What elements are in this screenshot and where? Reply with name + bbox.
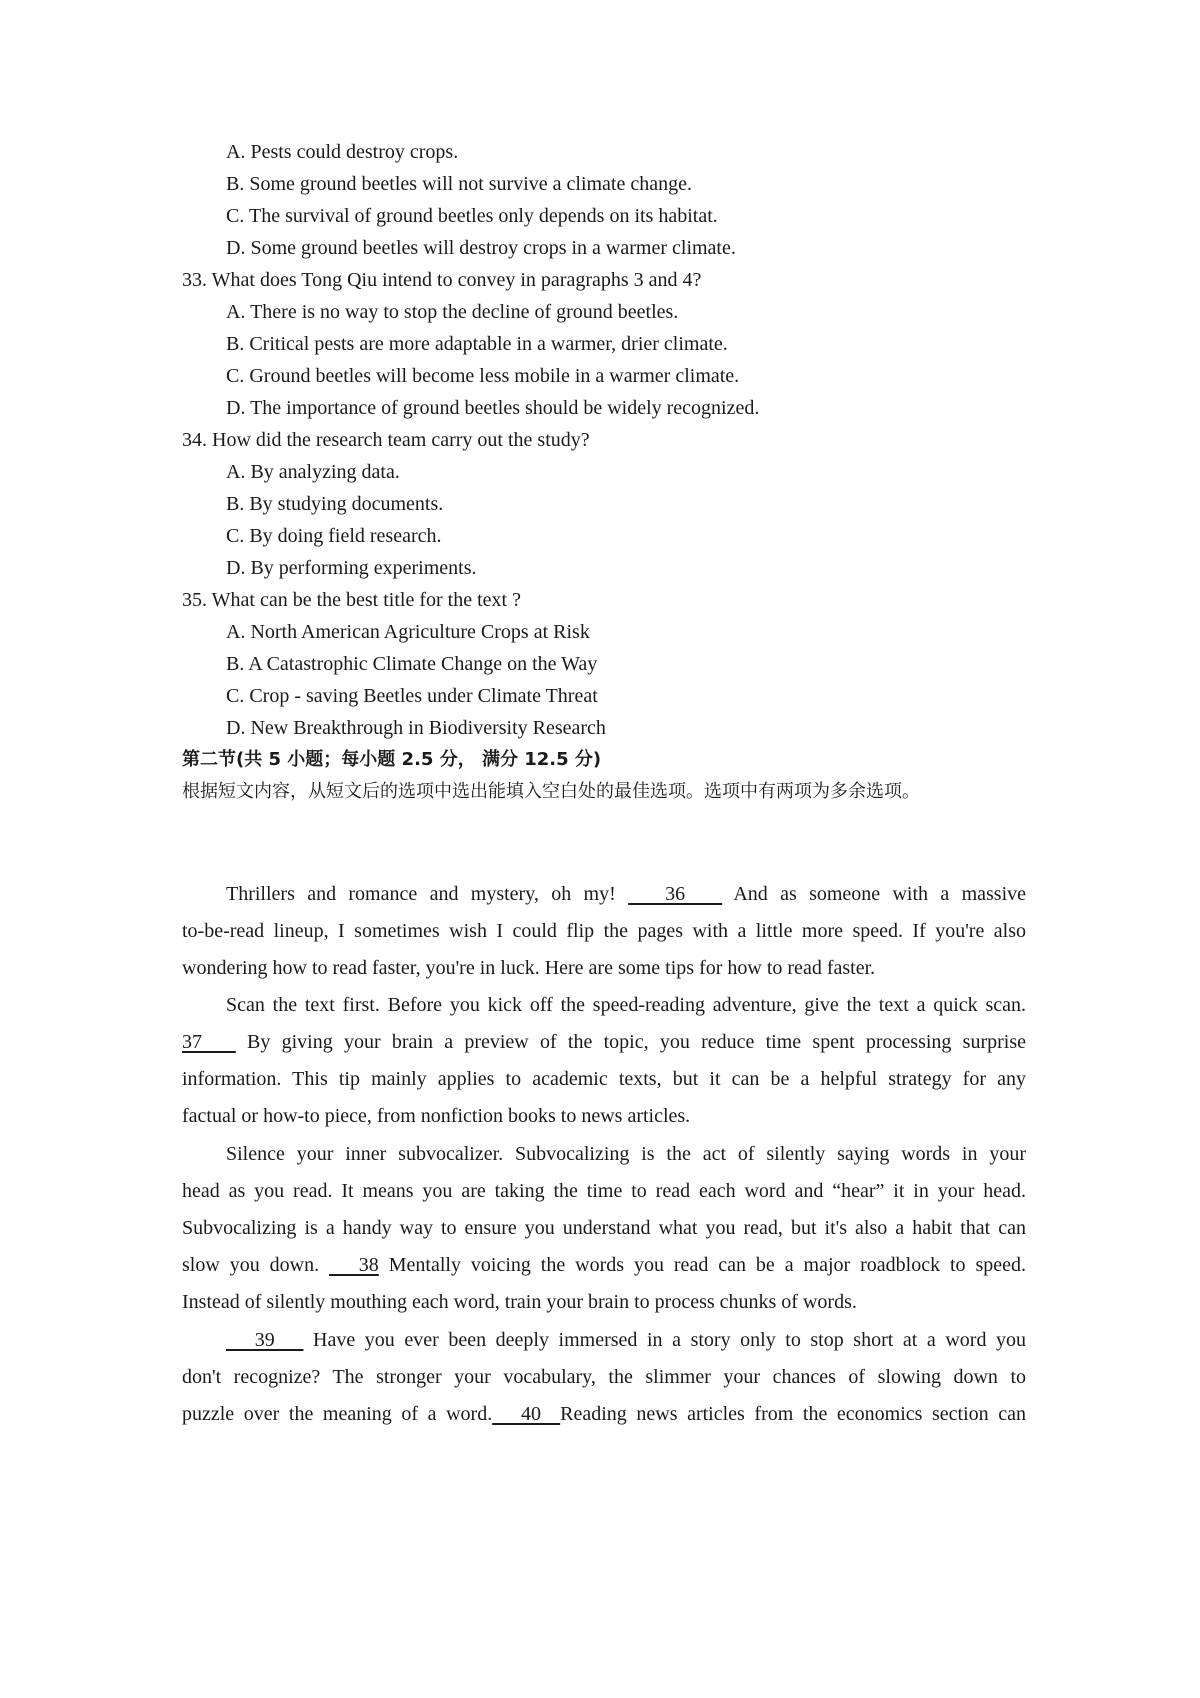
- q34-option-d: D. By performing experiments.: [226, 557, 477, 579]
- q34-option-b: B. By studying documents.: [226, 493, 444, 515]
- passage-p2-line3: information. This tip mainly applies to academic texts, but it can be a helpful strategy for any: [182, 1068, 1026, 1090]
- q35-option-a: A. North American Agriculture Crops at Risk: [226, 621, 590, 643]
- p4-text-a: puzzle over the meaning of a word.: [182, 1403, 493, 1425]
- q34-option-c: C. By doing field research.: [226, 525, 442, 547]
- blank-38: 38: [329, 1254, 379, 1276]
- q35-stem: 35. What can be the best title for the text ?: [182, 589, 521, 611]
- passage-p1-line2: to-be-read lineup, I sometimes wish I could flip the pages with a little more speed. If you're also: [182, 920, 1026, 942]
- blank-39: 39: [226, 1329, 304, 1351]
- p1-text-a: Thrillers and romance and mystery, oh my!: [226, 883, 616, 905]
- q32-option-b: B. Some ground beetles will not survive a climate change.: [226, 173, 692, 195]
- passage-p1-line1: [226, 880, 1026, 908]
- q33-option-d: D. The importance of ground beetles should be widely recognized.: [226, 397, 760, 419]
- passage-p2-line2: [182, 1028, 1026, 1056]
- passage-p3-line3: Subvocalizing is a handy way to ensure you understand what you read, but it's also a habit that can: [182, 1217, 1026, 1239]
- blank-40: 40: [492, 1403, 561, 1425]
- passage-p2-line4: factual or how-to piece, from nonfiction books to news articles.: [182, 1105, 691, 1127]
- q35-option-b: B. A Catastrophic Climate Change on the Way: [226, 653, 598, 675]
- p4-text-b: Have you ever been deeply immersed in a story only to stop short at a word you: [313, 1329, 1027, 1351]
- q34-option-a: A. By analyzing data.: [226, 461, 400, 483]
- passage-p4-line2: don't recognize? The stronger your vocabulary, the slimmer your chances of slowing down to: [182, 1366, 1026, 1388]
- passage-p4-line1: [226, 1326, 1026, 1354]
- blank-36: 36: [628, 883, 723, 905]
- p3-text-a: slow you down.: [182, 1254, 320, 1276]
- section2-header: 第二节(共 5 小题；每小题 2.5 分， 满分 12.5 分): [182, 749, 602, 770]
- passage-p2-line1: Scan the text first. Before you kick off the speed-reading adventure, give the text a quick scan.: [226, 994, 1026, 1016]
- blank-37: 37: [182, 1031, 236, 1053]
- passage-p3-line4: [182, 1251, 1026, 1279]
- q33-option-b: B. Critical pests are more adaptable in a warmer, drier climate.: [226, 333, 728, 355]
- p1-text-b: And as someone with a massive: [733, 883, 1027, 905]
- passage-p3-line5: Instead of silently mouthing each word, train your brain to process chunks of words.: [182, 1291, 857, 1313]
- p3-text-b: Mentally voicing the words you read can be a major roadblock to speed.: [388, 1254, 1027, 1276]
- passage-p1-line3: wondering how to read faster, you're in luck. Here are some tips for how to read faster.: [182, 957, 876, 979]
- q32-option-c: C. The survival of ground beetles only depends on its habitat.: [226, 205, 718, 227]
- q32-option-a: A. Pests could destroy crops.: [226, 141, 459, 163]
- q35-option-d: D. New Breakthrough in Biodiversity Research: [226, 717, 606, 739]
- passage-p4-line3: [182, 1400, 1026, 1428]
- passage-p3-line2: head as you read. It means you are taking the time to read each word and “hear” it in your head.: [182, 1180, 1026, 1202]
- passage-p3-line1: Silence your inner subvocalizer. Subvocalizing is the act of silently saying words in your: [226, 1143, 1026, 1165]
- p4-text-c: Reading news articles from the economics section can: [560, 1403, 1027, 1425]
- q33-option-c: C. Ground beetles will become less mobile in a warmer climate.: [226, 365, 740, 387]
- q33-stem: 33. What does Tong Qiu intend to convey in paragraphs 3 and 4?: [182, 269, 702, 291]
- q34-stem: 34. How did the research team carry out the study?: [182, 429, 590, 451]
- p2-text-b: By giving your brain a preview of the topic, you reduce time spent processing surprise: [247, 1031, 1026, 1053]
- section2-instruction: 根据短文内容，从短文后的选项中选出能填入空白处的最佳选项。选项中有两项为多余选项。: [182, 781, 920, 802]
- q35-option-c: C. Crop - saving Beetles under Climate Threat: [226, 685, 598, 707]
- q32-option-d: D. Some ground beetles will destroy crops in a warmer climate.: [226, 237, 736, 259]
- q33-option-a: A. There is no way to stop the decline of ground beetles.: [226, 301, 679, 323]
